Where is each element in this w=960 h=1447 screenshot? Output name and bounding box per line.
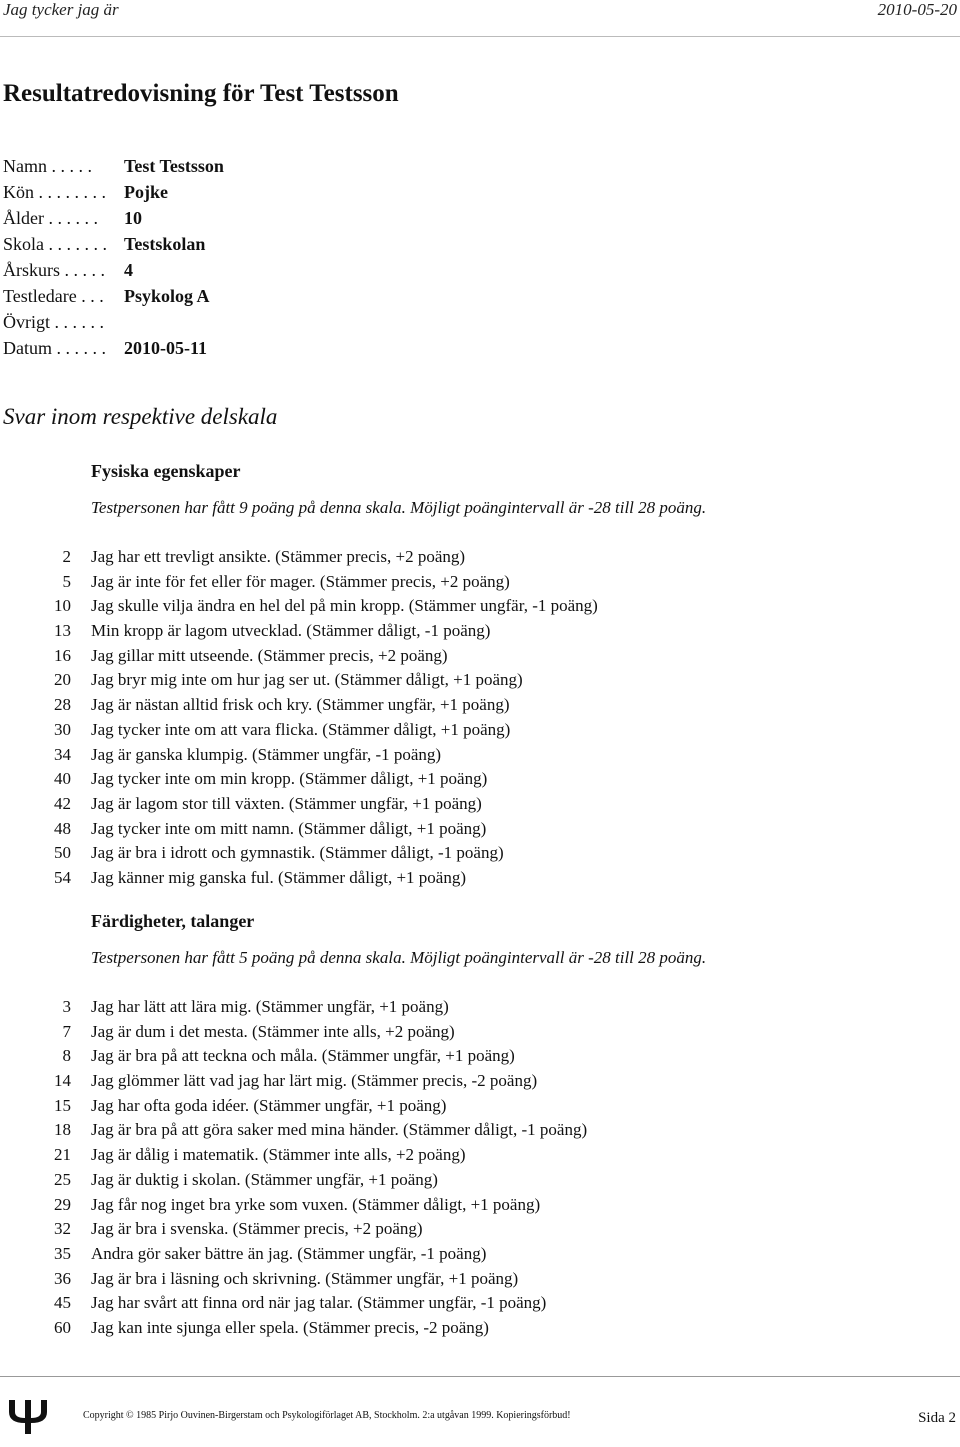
subscale-title: Färdigheter, talanger xyxy=(91,911,255,931)
statement-number: 5 xyxy=(62,571,71,591)
statement-number: 36 xyxy=(54,1268,71,1288)
statement-number: 20 xyxy=(54,670,71,690)
statement-text: Jag är bra i svenska. (Stämmer precis, +2 poäng) xyxy=(91,1219,423,1239)
statement-number: 60 xyxy=(54,1317,71,1337)
statement-text: Jag är bra på att teckna och måla. (Stämmer ungfär, +1 poäng) xyxy=(91,1046,515,1066)
info-row-grade xyxy=(3,257,224,283)
statement-number: 54 xyxy=(54,867,71,887)
page-number: Sida 2 xyxy=(918,1410,956,1426)
statement-number: 13 xyxy=(54,621,71,641)
statement-text: Jag känner mig ganska ful. (Stämmer dåligt, +1 poäng) xyxy=(91,867,466,887)
statement-text: Jag har ett trevligt ansikte. (Stämmer precis, +2 poäng) xyxy=(91,547,466,566)
statement-number: 21 xyxy=(54,1145,71,1165)
statement-text: Jag är bra i läsning och skrivning. (Stämmer ungfär, +1 poäng) xyxy=(91,1268,519,1288)
statement-text: Jag skulle vilja ändra en hel del på min kropp. (Stämmer ungfär, -1 poäng) xyxy=(91,596,598,616)
info-block xyxy=(3,153,224,361)
page-footer xyxy=(0,1376,960,1447)
info-label: Ålder . . . . . . xyxy=(3,208,98,228)
statement-number: 7 xyxy=(62,1021,71,1041)
page-title: Resultatredovisning för Test Testsson xyxy=(3,80,399,107)
statement-number: 2 xyxy=(62,547,71,566)
subscale-summary: Testpersonen har fått 5 poäng på denna skala. Möjligt poängintervall är -28 till 28 poäng. xyxy=(91,948,707,967)
statement-text: Jag har ofta goda idéer. (Stämmer ungfär, +1 poäng) xyxy=(91,1095,447,1115)
statement-number: 10 xyxy=(54,596,71,616)
info-label: Övrigt . . . . . . xyxy=(3,312,104,332)
statement-number: 28 xyxy=(54,695,71,715)
statement-number: 8 xyxy=(62,1046,71,1066)
copyright-notice: Copyright © 1985 Pirjo Ouvinen-Birgerstam och Psykologiförlaget AB, Stockholm. 2:a utgåvan 1999. Kopieringsförbud! xyxy=(83,1410,571,1421)
statement-text: Jag är nästan alltid frisk och kry. (Stämmer ungfär, +1 poäng) xyxy=(91,695,510,715)
statement-number: 30 xyxy=(54,719,71,739)
statement-text: Jag tycker inte om mitt namn. (Stämmer dåligt, +1 poäng) xyxy=(91,818,487,838)
page-header xyxy=(0,0,960,38)
statement-number: 45 xyxy=(54,1293,71,1313)
statement-text: Jag är lagom stor till växten. (Stämmer ungfär, +1 poäng) xyxy=(91,793,482,813)
info-value: Pojke xyxy=(124,182,168,202)
statement-text: Jag har svårt att finna ord när jag talar. (Stämmer ungfär, -1 poäng) xyxy=(91,1293,547,1313)
info-value: Testskolan xyxy=(124,234,206,254)
info-label: Årskurs . . . . . xyxy=(3,260,105,280)
footer-divider xyxy=(0,1376,960,1377)
statement-number: 32 xyxy=(54,1219,71,1239)
statement-text: Jag gillar mitt utseende. (Stämmer precis, +2 poäng) xyxy=(91,645,448,665)
statement-number: 3 xyxy=(62,997,71,1016)
statement-text: Andra gör saker bättre än jag. (Stämmer ungfär, -1 poäng) xyxy=(91,1243,487,1263)
statement-text: Jag är bra i idrott och gymnastik. (Stämmer dåligt, -1 poäng) xyxy=(91,843,504,863)
info-label: Testledare . . . xyxy=(3,286,104,306)
info-row-school xyxy=(3,231,224,257)
statement-text: Jag tycker inte om min kropp. (Stämmer dåligt, +1 poäng) xyxy=(91,769,488,789)
statement-text: Jag är dålig i matematik. (Stämmer inte alls, +2 poäng) xyxy=(91,1145,466,1165)
statement-text: Jag är dum i det mesta. (Stämmer inte alls, +2 poäng) xyxy=(91,1021,455,1041)
info-row-gender xyxy=(3,179,224,205)
header-document-title: Jag tycker jag är xyxy=(3,0,119,19)
statement-text: Jag är duktig i skolan. (Stämmer ungfär, +1 poäng) xyxy=(91,1169,438,1189)
info-label: Skola . . . . . . . xyxy=(3,234,108,254)
statement-number: 14 xyxy=(54,1071,71,1091)
info-row-date xyxy=(3,335,224,361)
header-date: 2010-05-20 xyxy=(877,0,957,19)
statement-text: Jag är bra på att göra saker med mina händer. (Stämmer dåligt, -1 poäng) xyxy=(91,1120,588,1140)
statement-number: 29 xyxy=(54,1194,71,1214)
statement-text: Jag är inte för fet eller för mager. (Stämmer precis, +2 poäng) xyxy=(91,571,510,591)
header-divider xyxy=(0,36,960,37)
statement-number: 48 xyxy=(54,818,71,838)
statement-text: Jag tycker inte om att vara flicka. (Stämmer dåligt, +1 poäng) xyxy=(91,719,511,739)
info-row-name xyxy=(3,153,224,179)
statement-text: Jag får nog inget bra yrke som vuxen. (Stämmer dåligt, +1 poäng) xyxy=(91,1194,541,1214)
statement-text: Jag kan inte sjunga eller spela. (Stämmer precis, -2 poäng) xyxy=(91,1317,489,1337)
info-value: Psykolog A xyxy=(124,286,210,306)
statement-number: 40 xyxy=(54,769,71,789)
info-value: 4 xyxy=(124,260,133,280)
statement-number: 50 xyxy=(54,843,71,863)
statement-text: Jag har lätt att lära mig. (Stämmer ungfär, +1 poäng) xyxy=(91,997,449,1016)
statement-number: 15 xyxy=(54,1095,71,1115)
statement-number: 34 xyxy=(54,744,71,764)
info-value: Test Testsson xyxy=(124,156,224,176)
statement-text: Jag är ganska klumpig. (Stämmer ungfär, -1 poäng) xyxy=(91,744,442,764)
statement-number: 18 xyxy=(54,1120,71,1140)
info-row-age xyxy=(3,205,224,231)
info-row-other xyxy=(3,309,224,335)
statement-text: Min kropp är lagom utvecklad. (Stämmer dåligt, -1 poäng) xyxy=(91,621,491,641)
info-label: Datum . . . . . . xyxy=(3,338,106,358)
info-value: 10 xyxy=(124,208,142,228)
subscale-title: Fysiska egenskaper xyxy=(91,461,241,481)
statement-text: Jag glömmer lätt vad jag har lärt mig. (Stämmer precis, -2 poäng) xyxy=(91,1071,538,1091)
info-label: Namn . . . . . xyxy=(3,156,92,176)
statement-number: 16 xyxy=(54,645,71,665)
section-heading: Svar inom respektive delskala xyxy=(3,404,278,429)
info-label: Kön . . . . . . . . xyxy=(3,182,106,202)
psi-icon xyxy=(6,1396,50,1441)
info-row-test-leader xyxy=(3,283,224,309)
statement-text: Jag bryr mig inte om hur jag ser ut. (Stämmer dåligt, +1 poäng) xyxy=(91,670,523,690)
statement-number: 35 xyxy=(54,1243,71,1263)
statement-number: 42 xyxy=(54,793,71,813)
subscale-summary: Testpersonen har fått 9 poäng på denna skala. Möjligt poängintervall är -28 till 28 poäng. xyxy=(91,498,707,517)
statement-number: 25 xyxy=(54,1169,71,1189)
info-value: 2010-05-11 xyxy=(124,338,207,358)
